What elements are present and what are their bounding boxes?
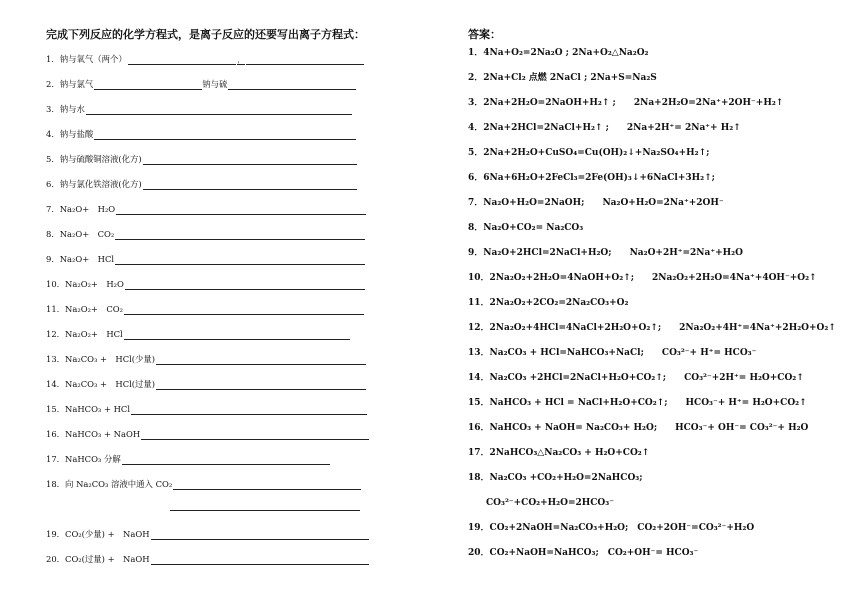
answer-blank[interactable] bbox=[143, 155, 357, 165]
question-text: 10．Na₂O₂+ H₂O bbox=[46, 279, 124, 289]
question-text: 19．CO₂(少量) + NaOH bbox=[46, 529, 150, 539]
answer-blank[interactable] bbox=[173, 480, 361, 490]
answer-15: 15．NaHCO₃ + HCl = NaCl+H₂O+CO₂↑; HCO₃⁻+ H⁺= H₂O+CO₂↑ bbox=[468, 398, 807, 408]
answer-blank[interactable] bbox=[128, 55, 236, 65]
question-17 bbox=[46, 453, 330, 465]
answer-blank[interactable] bbox=[124, 330, 350, 340]
answer-9: 9．Na₂O+2HCl=2NaCl+H₂O; Na₂O+2H⁺=2Na⁺+H₂O bbox=[468, 248, 743, 258]
answer-19: 19．CO₂+2NaOH=Na₂CO₃+H₂O; CO₂+2OH⁻=CO₃²⁻+H₂O bbox=[468, 523, 755, 533]
answer-blank[interactable] bbox=[115, 255, 365, 265]
question-13 bbox=[46, 353, 366, 365]
question-9 bbox=[46, 253, 365, 265]
answer-blank[interactable] bbox=[156, 380, 366, 390]
question-7 bbox=[46, 203, 366, 215]
answer-blank[interactable] bbox=[151, 555, 369, 565]
question-14 bbox=[46, 378, 366, 390]
question-20 bbox=[46, 553, 369, 565]
question-text-2: 钠与硫 bbox=[202, 79, 228, 89]
answer-blank[interactable] bbox=[141, 430, 369, 440]
answer-blank[interactable] bbox=[125, 280, 365, 290]
answer-8: 8．Na₂O+CO₂= Na₂CO₃ bbox=[468, 223, 584, 233]
question-text: 8．Na₂O+ CO₂ bbox=[46, 229, 115, 239]
answer-blank-continued[interactable] bbox=[170, 509, 360, 511]
answer-18-ionic: CO₃²⁻+CO₂+H₂O=2HCO₃⁻ bbox=[468, 498, 614, 508]
question-19 bbox=[46, 528, 369, 540]
question-text: 4．钠与盐酸 bbox=[46, 129, 94, 139]
answer-title: 答案： bbox=[468, 28, 501, 41]
answer-blank[interactable] bbox=[86, 105, 352, 115]
answer-blank[interactable] bbox=[151, 530, 369, 540]
question-text: 6．钠与氯化铁溶液(化方) bbox=[46, 179, 142, 189]
question-text: 14．Na₂CO₃ + HCl(过量) bbox=[46, 379, 156, 389]
answer-5: 5．2Na+2H₂O+CuSO₄=Cu(OH)₂↓+Na₂SO₄+H₂↑; bbox=[468, 148, 710, 158]
question-10 bbox=[46, 278, 365, 290]
answer-blank[interactable] bbox=[122, 455, 330, 465]
answer-2: 2．2Na+Cl₂ 点燃 2NaCl ; 2Na+S=Na₂S bbox=[468, 73, 657, 83]
question-5 bbox=[46, 153, 357, 165]
question-12 bbox=[46, 328, 350, 340]
question-text: 12．Na₂O₂+ HCl bbox=[46, 329, 123, 339]
answer-blank[interactable] bbox=[156, 355, 366, 365]
answer-4: 4．2Na+2HCl=2NaCl+H₂↑ ; 2Na+2H⁺= 2Na⁺+ H₂↑ bbox=[468, 123, 741, 133]
question-8 bbox=[46, 228, 365, 240]
question-text: 1．钠与氧气（两个） bbox=[46, 54, 127, 64]
question-1 bbox=[46, 53, 364, 65]
answer-12: 12．2Na₂O₂+4HCl=4NaCl+2H₂O+O₂↑; 2Na₂O₂+4H⁺=4Na⁺+2H₂O+O₂↑ bbox=[468, 323, 836, 333]
question-text: 9．Na₂O+ HCl bbox=[46, 254, 115, 264]
question-11 bbox=[46, 303, 364, 315]
question-text: 2．钠与氯气 bbox=[46, 79, 94, 89]
question-text: 13．Na₂CO₃ + HCl(少量) bbox=[46, 354, 156, 364]
answer-14: 14．Na₂CO₃ +2HCl=2NaCl+H₂O+CO₂↑; CO₃²⁻+2H⁺= H₂O+CO₂↑ bbox=[468, 373, 804, 383]
question-text: 17．NaHCO₃ 分解 bbox=[46, 454, 121, 464]
question-text: 20．CO₂(过量) + NaOH bbox=[46, 554, 150, 564]
answer-blank[interactable] bbox=[94, 130, 356, 140]
answer-1: 1．4Na+O₂=2Na₂O ; 2Na+O₂△Na₂O₂ bbox=[468, 48, 649, 58]
answer-18: 18．Na₂CO₃ +CO₂+H₂O=2NaHCO₃; bbox=[468, 473, 643, 483]
answer-blank[interactable] bbox=[124, 305, 364, 315]
question-15 bbox=[46, 403, 367, 415]
answer-10: 10．2Na₂O₂+2H₂O=4NaOH+O₂↑; 2Na₂O₂+2H₂O=4Na⁺+4OH⁻+O₂↑ bbox=[468, 273, 817, 283]
question-text: 5．钠与硫酸铜溶液(化方) bbox=[46, 154, 142, 164]
answer-16: 16．NaHCO₃ + NaOH= Na₂CO₃+ H₂O; HCO₃⁻+ OH⁻= CO₃²⁻+ H₂O bbox=[468, 423, 809, 433]
answer-20: 20．CO₂+NaOH=NaHCO₃; CO₂+OH⁻= HCO₃⁻ bbox=[468, 548, 699, 558]
answer-blank[interactable] bbox=[131, 405, 367, 415]
question-text: 7．Na₂O+ H₂O bbox=[46, 204, 116, 214]
answer-11: 11．2Na₂O₂+2CO₂=2Na₂CO₃+O₂ bbox=[468, 298, 629, 308]
question-text: 3．钠与水 bbox=[46, 104, 85, 114]
question-6 bbox=[46, 178, 357, 190]
question-text: 15．NaHCO₃ + HCl bbox=[46, 404, 131, 414]
answer-3: 3．2Na+2H₂O=2NaOH+H₂↑ ; 2Na+2H₂O=2Na⁺+2OH⁻+H₂↑ bbox=[468, 98, 784, 108]
answer-17: 17．2NaHCO₃△Na₂CO₃ + H₂O+CO₂↑ bbox=[468, 448, 650, 458]
answer-blank[interactable] bbox=[143, 180, 357, 190]
answer-6: 6．6Na+6H₂O+2FeCl₃=2Fe(OH)₃↓+6NaCl+3H₂↑; bbox=[468, 173, 715, 183]
question-text: 11．Na₂O₂+ CO₂ bbox=[46, 304, 123, 314]
question-text: 18．向 Na₂CO₃ 溶液中通入 CO₂ bbox=[46, 479, 173, 489]
question-3 bbox=[46, 103, 352, 115]
answer-blank[interactable] bbox=[94, 80, 202, 90]
answer-7: 7．Na₂O+H₂O=2NaOH; Na₂O+H₂O=2Na⁺+2OH⁻ bbox=[468, 198, 724, 208]
mid-mark: ， bbox=[237, 56, 245, 64]
answer-blank[interactable] bbox=[246, 55, 364, 65]
question-text: 16．NaHCO₃ + NaOH bbox=[46, 429, 141, 439]
question-18 bbox=[46, 478, 361, 490]
question-4 bbox=[46, 128, 356, 140]
worksheet-title: 完成下列反应的化学方程式，是离子反应的还要写出离子方程式： bbox=[46, 28, 365, 41]
question-16 bbox=[46, 428, 369, 440]
answer-13: 13．Na₂CO₃ + HCl=NaHCO₃+NaCl; CO₃²⁻+ H⁺= HCO₃⁻ bbox=[468, 348, 757, 358]
answer-blank[interactable] bbox=[115, 230, 365, 240]
answer-blank[interactable] bbox=[228, 80, 356, 90]
answer-blank[interactable] bbox=[116, 205, 366, 215]
question-2 bbox=[46, 78, 356, 90]
